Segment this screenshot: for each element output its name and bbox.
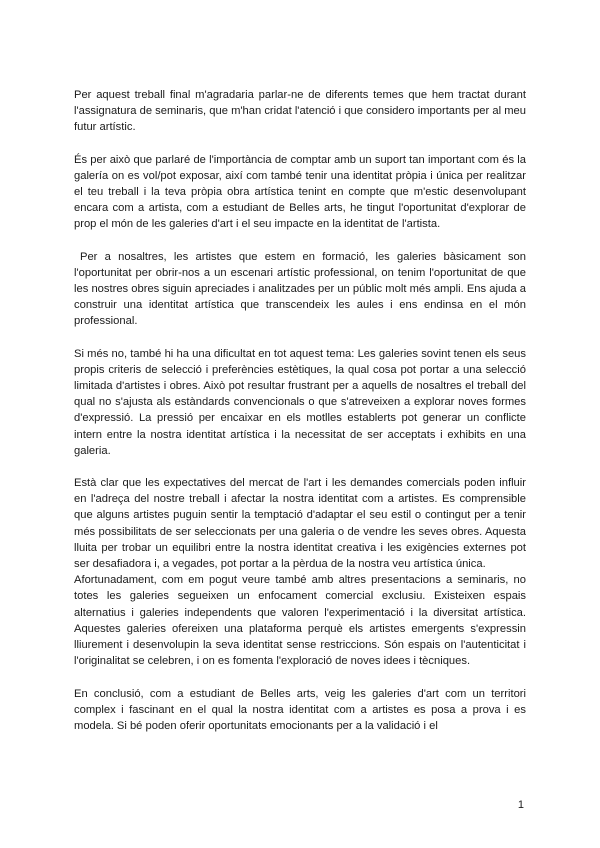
document-body [74, 87, 526, 734]
paragraph-opportunity: Per a nosaltres, les artistes que estem en formació, les galeries bàsicament son l'oportunitat per obrir-nos a un escenari artístic professional, on tenim l'oportunitat de que les nostres obres siguin apreciades i analitzades per un públic molt més ampli. Ens ajuda a construir una identitat artística que transcendeix les aules i ens endinsa en el món professional. [74, 250, 526, 328]
paragraph-difficulty: Si més no, també hi ha una dificultat en tot aquest tema: Les galeries sovint tenen els seus propis criteris de selecció i preferències estètiques, la qual cosa pot portar a una selecció limitada d'artistes i obres. Això pot resultar frustrant per a aquells de nosaltres el treball del qual no s'ajusta als estàndards convencionals o que s'atreveixen a explorar noves formes d'expressió. La pressió per encaixar en els motlles establerts pot generar un conflicte intern entre la nostra identitat artística i la necessitat de ser acceptats i exhibits en una galeria. [74, 347, 526, 457]
page-number: 1 [517, 799, 524, 811]
paragraph-conclusion: En conclusió, com a estudiant de Belles arts, veig les galeries d'art com un territori complex i fascinant en el qual la nostra identitat com a artistes es posa a prova i es modela. Si bé poden oferir oportunitats emocionants per a la validació i el [74, 687, 526, 732]
paragraph-gallery-support: És per això que parlaré de l'importància de comptar amb un suport tan important com és la galería on es vol/pot exposar, així com també tenir una identitat pròpia i única per realitzar el teu treball i la teva pròpia obra artística tenint en compte que m'estic desenvolupant encara com a artista, com a estudiant de Belles arts, he tingut l'oportunitat d'explorar de prop el món de les galeries d'art i el seu impacte en la identitat de l'artista. [74, 153, 526, 231]
paragraph-intro: Per aquest treball final m'agradaria parlar-ne de diferents temes que hem tractat durant l'assignatura de seminaris, que m'han cridat l'atenció i que considero importants per al meu futur artístic. [74, 89, 526, 134]
paragraph-alternatives: Afortunadament, com em pogut veure també amb altres presentacions a seminaris, no totes les galeries segueixen un enfocament comercial exclusiu. Existeixen espais alternatius i galeries independents que valoren l'experimentació i la diversitat artística. Aquestes galeries ofereixen una plataforma perquè els artistes emergents s'expressin lliurement i desenvolupin la seva identitat sense restriccions. Són espais on l'autenticitat i l'originalitat se celebren, i on es fomenta l'exploració de noves idees i tècniques. [74, 574, 526, 668]
paragraph-market: Està clar que les expectatives del mercat de l'art i les demandes comercials poden influir en l'adreça del nostre treball i afectar la nostra identitat com a artistes. Es comprensible que alguns artistes puguin sentir la temptació d'adaptar el seu estil o contingut per a tenir més possibilitats de ser seleccionats per una galeria o de vendre les seves obres. Aquesta lluita per trobar un equilibri entre la nostra identitat creativa i les exigències externes pot ser desafiadora i, a vegades, pot portar a la pèrdua de la nostra veu artística única. [74, 477, 526, 571]
